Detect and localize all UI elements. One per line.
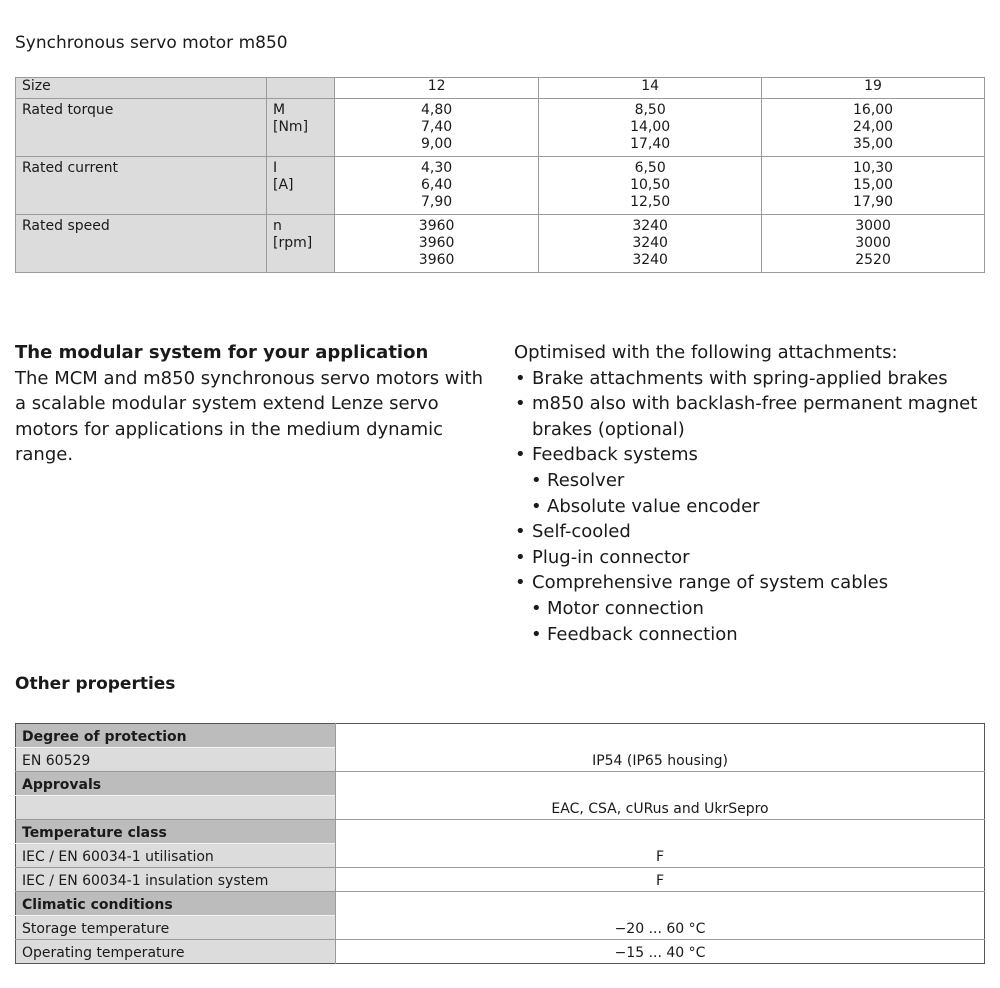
property-row [16,916,985,940]
spec-cell: 10,30 15,00 17,90 [762,157,985,215]
spec-row-rated-current [16,157,985,215]
spec-row-rated-speed [16,215,985,273]
group-heading: Approvals [16,772,336,796]
group-heading-value [336,772,985,796]
spec-row-rated-torque [16,99,985,157]
group-heading-row [16,892,985,916]
spec-row-label: Rated torque [16,99,267,157]
group-heading-value [336,724,985,748]
spec-cell: 3240 3240 3240 [539,215,762,273]
attachment-subitem: • Motor connection [514,596,984,622]
attachment-item: • Plug-in connector [514,545,984,571]
attachment-item: • Feedback systems [514,442,984,468]
property-value: −15 ... 40 °C [336,940,985,964]
property-label [16,796,336,820]
property-row [16,868,985,892]
modular-system-section [15,340,495,468]
spec-cell: 3000 3000 2520 [762,215,985,273]
spec-table [15,77,985,273]
property-value: F [336,868,985,892]
modular-body: The MCM and m850 synchronous servo motors with a scalable modular system extend Lenze servo motors for applications in the medium dynamic range. [15,367,483,466]
spec-row-unit: n [rpm] [267,215,335,273]
property-row [16,940,985,964]
attachment-item: • m850 also with backlash-free permanent magnet brakes (optional) [514,391,984,442]
group-heading-row [16,772,985,796]
spec-cell: 6,50 10,50 12,50 [539,157,762,215]
group-heading-value [336,820,985,844]
property-row [16,844,985,868]
spec-header-row [16,78,985,99]
attachment-item: • Self-cooled [514,519,984,545]
spec-header-label: Size [16,78,267,99]
attachments-list [514,366,984,648]
spec-row-unit: M [Nm] [267,99,335,157]
spec-row-label: Rated current [16,157,267,215]
property-label: Storage temperature [16,916,336,940]
property-label: IEC / EN 60034-1 utilisation [16,844,336,868]
attachments-section [514,340,984,647]
group-heading-row [16,724,985,748]
attachment-subitem: • Feedback connection [514,622,984,648]
property-label: IEC / EN 60034-1 insulation system [16,868,336,892]
properties-table [15,723,985,964]
attachment-subitem: • Absolute value encoder [514,494,984,520]
spec-header-unit [267,78,335,99]
modular-heading: The modular system for your application [15,342,429,363]
spec-cell: 3960 3960 3960 [335,215,539,273]
attachment-item: • Brake attachments with spring-applied brakes [514,366,984,392]
property-value: IP54 (IP65 housing) [336,748,985,772]
property-value: F [336,844,985,868]
group-heading-row [16,820,985,844]
attachments-intro: Optimised with the following attachments: [514,342,898,363]
spec-cell: 4,80 7,40 9,00 [335,99,539,157]
other-properties-title: Other properties [15,674,176,694]
attachment-subitem: • Resolver [514,468,984,494]
page-title: Synchronous servo motor m850 [15,33,288,53]
group-heading: Climatic conditions [16,892,336,916]
spec-cell: 16,00 24,00 35,00 [762,99,985,157]
property-value: EAC, CSA, cURus and UkrSepro [336,796,985,820]
attachment-item: • Comprehensive range of system cables [514,570,984,596]
group-heading: Temperature class [16,820,336,844]
spec-cell: 8,50 14,00 17,40 [539,99,762,157]
property-row [16,748,985,772]
group-heading-value [336,892,985,916]
spec-cell: 4,30 6,40 7,90 [335,157,539,215]
spec-row-unit: I [A] [267,157,335,215]
spec-size-14: 14 [539,78,762,99]
spec-row-label: Rated speed [16,215,267,273]
group-heading: Degree of protection [16,724,336,748]
spec-size-12: 12 [335,78,539,99]
property-label: EN 60529 [16,748,336,772]
property-label: Operating temperature [16,940,336,964]
property-row [16,796,985,820]
property-value: −20 ... 60 °C [336,916,985,940]
spec-size-19: 19 [762,78,985,99]
